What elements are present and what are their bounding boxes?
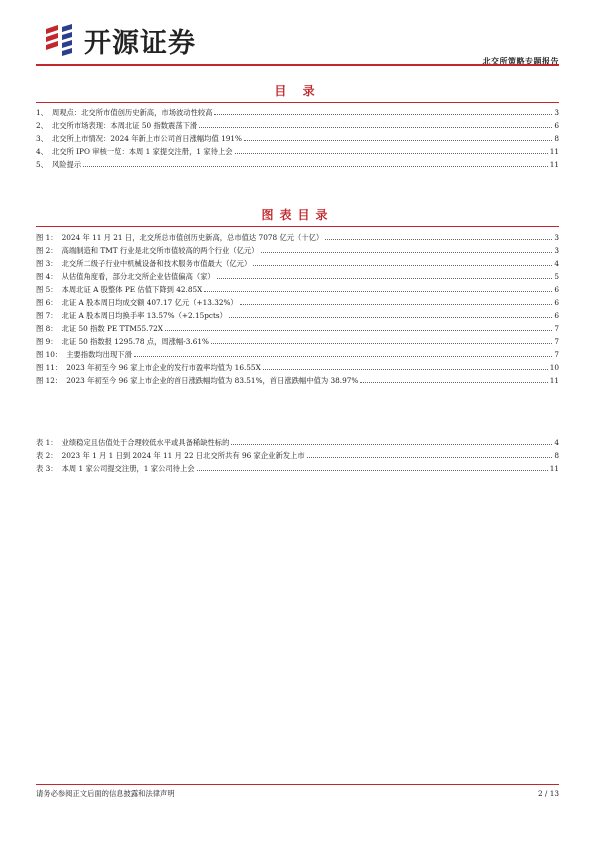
company-logo bbox=[42, 20, 196, 60]
toc-title: 目 录 bbox=[274, 84, 321, 98]
toc-entry[interactable]: 1、 周观点：北交所市值创历史新高，市场波动性较高 3 bbox=[36, 108, 559, 117]
figure-entry[interactable]: 图 10： 主要指数均出现下滑 7 bbox=[36, 350, 559, 359]
figures-title: 图表目录 bbox=[261, 208, 334, 222]
footer-disclaimer: 请务必参阅正文后面的信息披露和法律声明 bbox=[36, 789, 175, 798]
figure-entry[interactable]: 图 12： 2023 年初至今 96 家上市企业的首日涨跌幅均值为 83.51%，首日涨跌幅中值为 38.97% 11 bbox=[36, 376, 559, 385]
header-divider bbox=[36, 64, 559, 66]
table-entry[interactable]: 表 2： 2023 年 1 月 1 日到 2024 年 11 月 22 日北交所共有 96 家企业新发上市 8 bbox=[36, 451, 559, 460]
table-entry[interactable]: 表 1： 业绩稳定且估值处于合理较低水平或具备稀缺性标的 4 bbox=[36, 438, 559, 447]
figure-entry[interactable]: 图 2： 高端制造和 TMT 行业是北交所市值较高的两个行业（亿元） 3 bbox=[36, 246, 559, 255]
toc-entry[interactable]: 3、 北交所上市情况：2024 年新上市公司首日涨幅均值 191% 8 bbox=[36, 134, 559, 143]
toc-rule bbox=[36, 102, 559, 103]
figure-entry[interactable]: 图 9： 北证 50 指数报 1295.78 点，周涨幅-3.61% 7 bbox=[36, 337, 559, 346]
toc-entry[interactable]: 2、 北交所市场表现：本周北证 50 指数震荡下滑 6 bbox=[36, 121, 559, 130]
figure-entry[interactable]: 图 1： 2024 年 11 月 21 日，北交所总市值创历史新高，总市值达 7078 亿元（十亿） 3 bbox=[36, 233, 559, 242]
figure-entry[interactable]: 图 5： 本周北证 A 股整体 PE 估值下降到 42.85X 6 bbox=[36, 285, 559, 294]
figure-entry[interactable]: 图 8： 北证 50 指数 PE TTM55.72X 7 bbox=[36, 324, 559, 333]
figure-entry[interactable]: 图 11： 2023 年初至今 96 家上市企业的发行市盈率均值为 16.55X 10 bbox=[36, 363, 559, 372]
toc-entry[interactable]: 4、 北交所 IPO 审核一览：本周 1 家提交注册，1 家待上会 11 bbox=[36, 147, 559, 156]
table-entry[interactable]: 表 3： 本周 1 家公司提交注册，1 家公司待上会 11 bbox=[36, 464, 559, 473]
page-number: 2 / 13 bbox=[537, 789, 559, 798]
page-header bbox=[36, 18, 559, 66]
footer-divider bbox=[36, 784, 559, 785]
tables-list bbox=[36, 438, 559, 477]
figure-entry[interactable]: 图 7： 北证 A 股本周日均换手率 13.57%（+2.15pcts） 6 bbox=[36, 311, 559, 320]
logo-mark-icon bbox=[42, 23, 78, 57]
logo-text: 开源证券 bbox=[84, 27, 196, 59]
toc-entry[interactable]: 5、 风险提示 11 bbox=[36, 160, 559, 169]
figures-list bbox=[36, 233, 559, 389]
figures-rule bbox=[36, 226, 559, 227]
figure-entry[interactable]: 图 4： 从估值角度看，部分北交所企业估值偏高（家） 5 bbox=[36, 272, 559, 281]
figure-entry[interactable]: 图 6： 北证 A 股本周日均成交额 407.17 亿元（+13.32%） 6 bbox=[36, 298, 559, 307]
figure-entry[interactable]: 图 3： 北交所二级子行业中机械设备和技术服务市值最大（亿元） 4 bbox=[36, 259, 559, 268]
report-type-label: 北交所策略专题报告 bbox=[482, 57, 559, 66]
toc-list bbox=[36, 108, 559, 173]
